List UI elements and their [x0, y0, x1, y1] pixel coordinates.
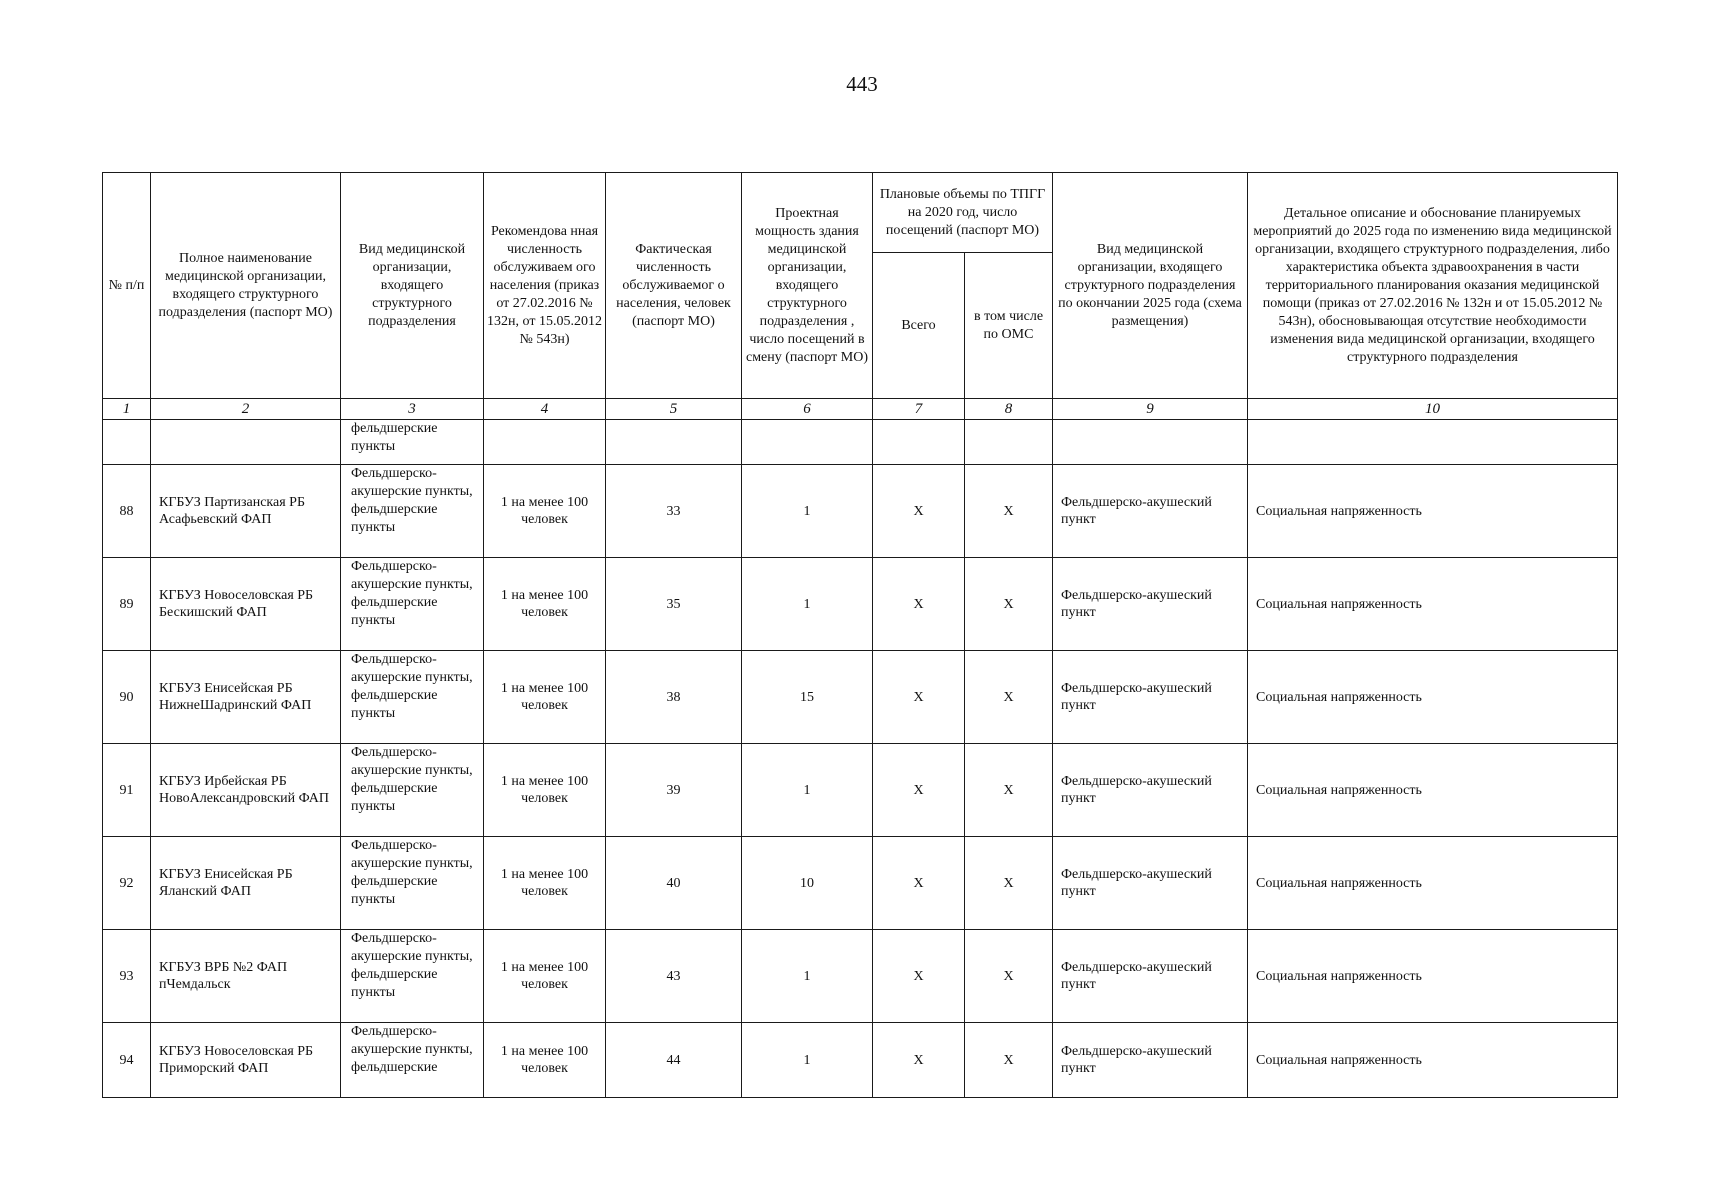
cell-recommended: 1 на менее 100 человек [484, 744, 606, 837]
cell-capacity: 1 [742, 930, 873, 1023]
header-col-7-8-group: Плановые объемы по ТПГГ на 2020 год, число посещений (паспорт МО) [873, 173, 1053, 253]
cell-kind-2025: Фельдшерско-акушеский пункт [1053, 465, 1248, 558]
column-number: 2 [151, 399, 341, 420]
cell-oms: X [965, 837, 1053, 930]
header-col-8: в том числе по ОМС [965, 253, 1053, 399]
header-col-6: Проектная мощность здания медицинской организации, входящего структурного подразделения , число посещений в смену (паспорт МО) [742, 173, 873, 399]
column-number: 1 [103, 399, 151, 420]
cell-empty [1248, 420, 1618, 465]
cell-kind: Фельдшерско-акушерские пункты, фельдшерские пункты [341, 465, 484, 558]
cell-description: Социальная напряженность [1248, 558, 1618, 651]
cell-num: 92 [103, 837, 151, 930]
cell-empty [965, 420, 1053, 465]
cell-oms: X [965, 744, 1053, 837]
cell-total: X [873, 651, 965, 744]
cell-name: КГБУЗ Енисейская РБ Яланский ФАП [151, 837, 341, 930]
column-number: 10 [1248, 399, 1618, 420]
cell-recommended: 1 на менее 100 человек [484, 651, 606, 744]
page-number: 443 [846, 72, 878, 96]
cell-kind-2025: Фельдшерско-акушеский пункт [1053, 558, 1248, 651]
cell-recommended: 1 на менее 100 человек [484, 837, 606, 930]
cell-capacity: 15 [742, 651, 873, 744]
column-number: 9 [1053, 399, 1248, 420]
cell-kind: Фельдшерско-акушерские пункты, фельдшерские пункты [341, 744, 484, 837]
cell-kind-2025: Фельдшерско-акушеский пункт [1053, 930, 1248, 1023]
header-col-2: Полное наименование медицинской организации, входящего структурного подразделения (паспорт МО) [151, 173, 341, 399]
cell-name: КГБУЗ Енисейская РБ НижнеШадринский ФАП [151, 651, 341, 744]
cell-actual: 40 [606, 837, 742, 930]
cell-num: 89 [103, 558, 151, 651]
column-number: 3 [341, 399, 484, 420]
cell-num: 90 [103, 651, 151, 744]
cell-total: X [873, 930, 965, 1023]
cell-empty [103, 420, 151, 465]
header-col-4: Рекомендова нная численность обслуживаем ого населения (приказ от 27.02.2016 № 132н, от 15.05.2012 № 543н) [484, 173, 606, 399]
cell-total: X [873, 837, 965, 930]
cell-recommended: 1 на менее 100 человек [484, 1023, 606, 1098]
cell-kind: фельдшерские пункты [341, 420, 484, 465]
cell-kind: Фельдшерско-акушерские пункты, фельдшерские пункты [341, 837, 484, 930]
cell-total: X [873, 558, 965, 651]
cell-actual: 39 [606, 744, 742, 837]
cell-empty [873, 420, 965, 465]
header-col-9: Вид медицинской организации, входящего структурного подразделения по окончании 2025 года (схема размещения) [1053, 173, 1248, 399]
header-col-10: Детальное описание и обоснование планируемых мероприятий до 2025 года по изменению вида медицинской организации, входящего структурного подразделения, либо характеристика объекта здравоохранения в части территориального планирования оказания медицинской помощи (приказ от 27.02.2016 № 132н и от 15.05.2012 № 543н), обосновывающая отсутствие необходимости изменения вида медицинской организации, входящего структурного подразделения [1248, 173, 1618, 399]
cell-name: КГБУЗ Ирбейская РБ НовоАлександровский ФАП [151, 744, 341, 837]
header-col-3: Вид медицинской организации, входящего структурного подразделения [341, 173, 484, 399]
cell-kind: Фельдшерско-акушерские пункты, фельдшерские пункты [341, 558, 484, 651]
table-row [103, 837, 1618, 930]
cell-kind-2025: Фельдшерско-акушеский пункт [1053, 837, 1248, 930]
table-row [103, 744, 1618, 837]
facilities-table [102, 172, 1618, 1098]
cell-name: КГБУЗ Партизанская РБ Асафьевский ФАП [151, 465, 341, 558]
cell-actual: 43 [606, 930, 742, 1023]
cell-total: X [873, 465, 965, 558]
cell-num: 94 [103, 1023, 151, 1098]
table-row [103, 1023, 1618, 1098]
cell-empty [484, 420, 606, 465]
cell-name: КГБУЗ Новоселовская РБ Приморский ФАП [151, 1023, 341, 1098]
cell-description: Социальная напряженность [1248, 744, 1618, 837]
column-number-row [103, 399, 1618, 420]
cell-name: КГБУЗ ВРБ №2 ФАП пЧемдальск [151, 930, 341, 1023]
cell-capacity: 10 [742, 837, 873, 930]
cell-total: X [873, 1023, 965, 1098]
cell-description: Социальная напряженность [1248, 1023, 1618, 1098]
cell-num: 88 [103, 465, 151, 558]
cell-description: Социальная напряженность [1248, 651, 1618, 744]
cell-oms: X [965, 558, 1053, 651]
header-col-5: Фактическая численность обслуживаемог о населения, человек (паспорт МО) [606, 173, 742, 399]
table-row [103, 558, 1618, 651]
column-number: 4 [484, 399, 606, 420]
cell-description: Социальная напряженность [1248, 465, 1618, 558]
cell-kind-2025: Фельдшерско-акушеский пункт [1053, 1023, 1248, 1098]
column-number: 5 [606, 399, 742, 420]
column-number: 7 [873, 399, 965, 420]
table-body [103, 420, 1618, 1098]
cell-oms: X [965, 1023, 1053, 1098]
cell-kind: Фельдшерско-акушерские пункты, фельдшерские [341, 1023, 484, 1098]
cell-recommended: 1 на менее 100 человек [484, 465, 606, 558]
cell-capacity: 1 [742, 558, 873, 651]
cell-oms: X [965, 930, 1053, 1023]
cell-kind-2025: Фельдшерско-акушеский пункт [1053, 651, 1248, 744]
continuation-row [103, 420, 1618, 465]
cell-num: 93 [103, 930, 151, 1023]
cell-total: X [873, 744, 965, 837]
cell-empty [1053, 420, 1248, 465]
cell-oms: X [965, 465, 1053, 558]
header-col-1: № п/п [103, 173, 151, 399]
cell-actual: 38 [606, 651, 742, 744]
cell-oms: X [965, 651, 1053, 744]
table-row [103, 465, 1618, 558]
table-row [103, 930, 1618, 1023]
header-col-7: Всего [873, 253, 965, 399]
cell-recommended: 1 на менее 100 человек [484, 930, 606, 1023]
cell-actual: 33 [606, 465, 742, 558]
cell-empty [151, 420, 341, 465]
column-number: 6 [742, 399, 873, 420]
cell-description: Социальная напряженность [1248, 930, 1618, 1023]
cell-actual: 35 [606, 558, 742, 651]
column-number: 8 [965, 399, 1053, 420]
table-row [103, 651, 1618, 744]
cell-empty [742, 420, 873, 465]
cell-num: 91 [103, 744, 151, 837]
cell-kind-2025: Фельдшерско-акушеский пункт [1053, 744, 1248, 837]
cell-kind: Фельдшерско-акушерские пункты, фельдшерские пункты [341, 930, 484, 1023]
cell-capacity: 1 [742, 744, 873, 837]
cell-empty [606, 420, 742, 465]
cell-name: КГБУЗ Новоселовская РБ Бескишский ФАП [151, 558, 341, 651]
cell-actual: 44 [606, 1023, 742, 1098]
cell-kind: Фельдшерско-акушерские пункты, фельдшерские пункты [341, 651, 484, 744]
cell-capacity: 1 [742, 1023, 873, 1098]
cell-capacity: 1 [742, 465, 873, 558]
table-header [103, 173, 1618, 420]
cell-recommended: 1 на менее 100 человек [484, 558, 606, 651]
cell-description: Социальная напряженность [1248, 837, 1618, 930]
